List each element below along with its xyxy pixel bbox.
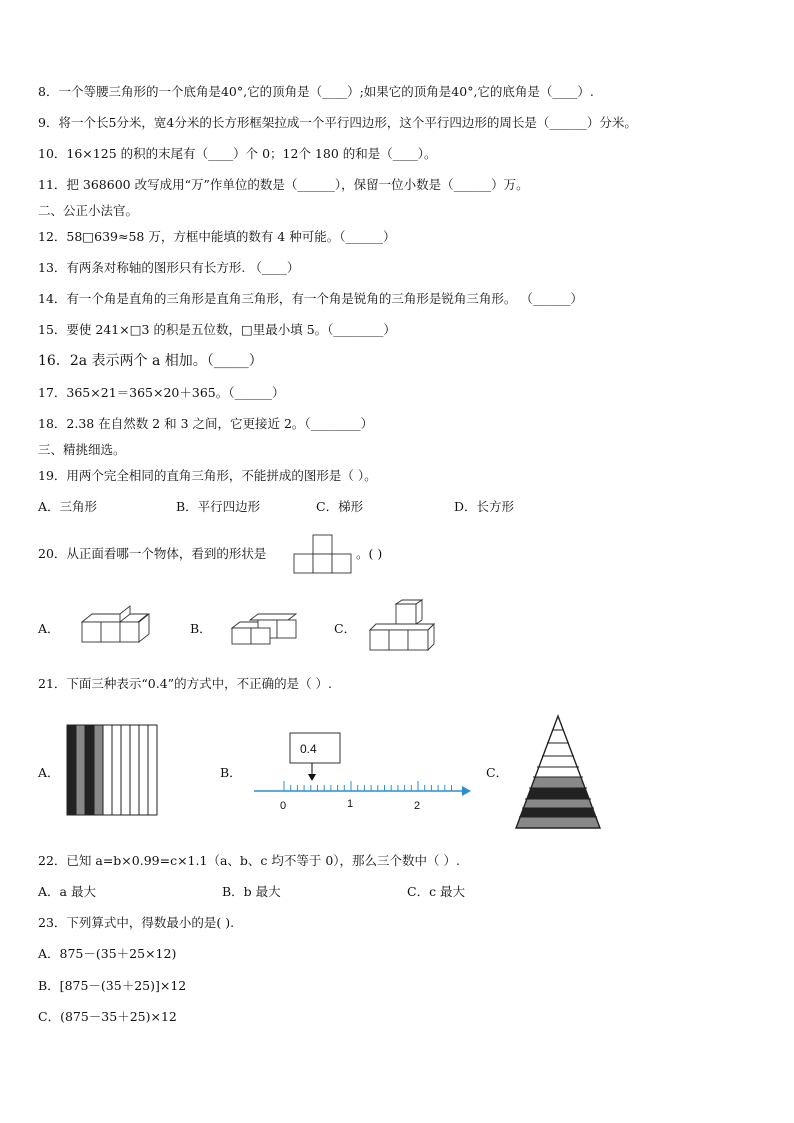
q21-option-b: B． [220, 765, 242, 780]
line-q16: 16．2a 表示两个 a 相加。（_____） [38, 353, 263, 369]
q23-option-a: A．875－(35＋25×12) [38, 946, 177, 961]
q20-option-a: A． [38, 621, 60, 636]
q21-number-line [250, 731, 475, 815]
line-q20-suffix: 。( ) [356, 546, 383, 561]
q22-option-a: A．a 最大 [38, 884, 96, 899]
q22-option-c: C．c 最大 [407, 884, 466, 899]
q23-option-c: C．(875－35＋25)×12 [38, 1009, 177, 1024]
q21-option-a-figure [67, 725, 159, 817]
number-line-tick-2: 2 [414, 800, 421, 812]
q20-option-a-figure [80, 610, 160, 646]
q20-option-b-figure [230, 610, 300, 646]
q20-option-c-figure [368, 600, 438, 654]
q19-option-c: C．梯形 [316, 499, 364, 514]
q20-front-view-figure [294, 533, 354, 575]
line-q20-prefix: 20．从正面看哪一个物体，看到的形状是 [38, 546, 267, 561]
q19-option-d: D．长方形 [454, 499, 515, 514]
line-q15: 15．要使 241×□3 的积是五位数，□里最小填 5。（________） [38, 322, 396, 337]
line-q21: 21．下面三种表示“0.4”的方式中，不正确的是（ ）. [38, 676, 333, 691]
line-q9: 9．将一个长5分米，宽4分米的长方形框架拉成一个平行四边形，这个平行四边形的周长是（______）分米。 [38, 115, 637, 130]
line-q14: 14．有一个角是直角的三角形是直角三角形，有一个角是锐角的三角形是锐角三角形。 （______） [38, 291, 583, 306]
line-q19: 19．用两个完全相同的直角三角形，不能拼成的图形是（ ）。 [38, 468, 377, 483]
q19-option-a: A．三角形 [38, 499, 98, 514]
q22-option-b: B．b 最大 [222, 884, 281, 899]
line-q22: 22．已知 a=b×0.99=c×1.1（a、b、c 均不等于 0），那么三个数中（ ）. [38, 853, 460, 868]
number-line-tick-1: 1 [347, 798, 354, 810]
line-q11: 11．把 368600 改写成用“万”作单位的数是（______），保留一位小数是（______）万。 [38, 177, 529, 192]
line-q23: 23．下列算式中，得数最小的是( ). [38, 915, 235, 930]
q21-option-c-triangle [513, 714, 603, 832]
number-line-tick-0: 0 [280, 800, 287, 812]
q21-option-c: C． [486, 765, 509, 780]
section-heading-3: 三、精挑细选。 [38, 442, 126, 457]
q20-option-c: C． [334, 621, 357, 636]
q23-option-b: B．[875－(35＋25)]×12 [38, 978, 187, 993]
line-q17: 17．365×21＝365×20＋365。（______） [38, 385, 285, 400]
q20-option-b: B． [190, 621, 212, 636]
line-q13: 13．有两条对称轴的图形只有长方形. （____） [38, 260, 300, 275]
q19-option-b: B．平行四边形 [176, 499, 261, 514]
line-q18: 18．2.38 在自然数 2 和 3 之间，它更接近 2。（________） [38, 416, 374, 431]
line-q12: 12．58□639≈58 万，方框中能填的数有 4 种可能。（______） [38, 229, 396, 244]
number-line-box-label: 0.4 [300, 742, 317, 756]
line-q10: 10．16×125 的积的末尾有（____）个 0；12个 180 的和是（____）。 [38, 146, 437, 161]
line-q8: 8．一个等腰三角形的一个底角是40°,它的顶角是（____）;如果它的顶角是40°,它的底角是（____）. [38, 84, 594, 99]
q21-option-a: A． [38, 765, 60, 780]
section-heading-2: 二、公正小法官。 [38, 203, 139, 218]
